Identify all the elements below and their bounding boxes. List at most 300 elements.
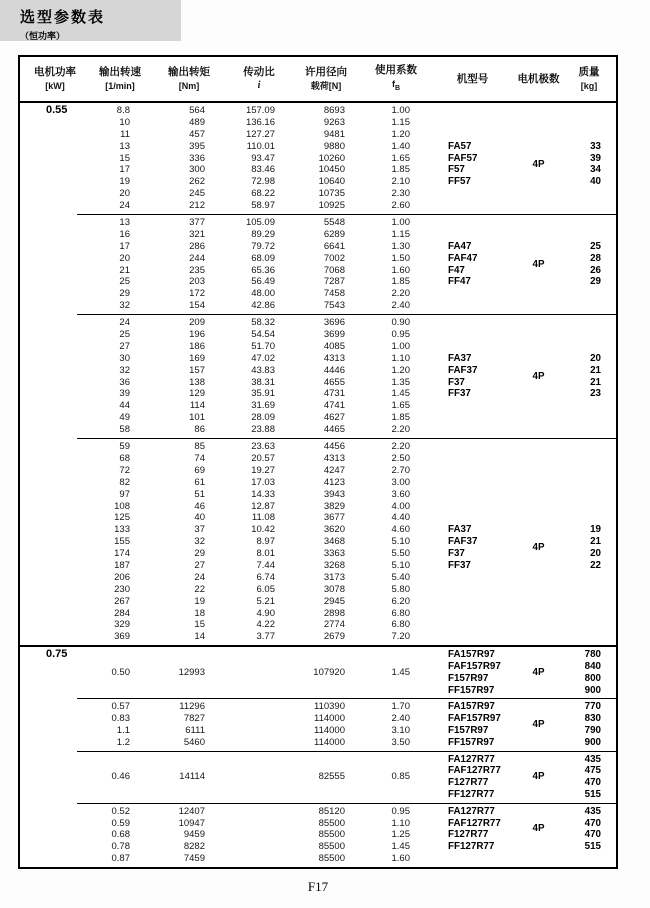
header-service-factor: [362, 57, 430, 101]
cell-ratio: 110.01: [246, 140, 275, 152]
cell-output-torque: 5460: [183, 736, 205, 748]
cell-output-torque: 564: [189, 105, 205, 116]
cell-output-torque: 212: [189, 200, 205, 212]
cell-output-torque: 14114: [179, 771, 205, 783]
cell-output-speed: 19: [119, 176, 130, 188]
cell-radial-load: 3078: [323, 583, 345, 595]
cell-service-factor: 1.85: [391, 412, 410, 424]
cell-model: F127R77: [448, 777, 489, 789]
cell-ratio: 4.90: [256, 607, 275, 619]
cell-output-speed: 0.68: [111, 829, 130, 841]
cell-service-factor: 1.25: [391, 829, 410, 841]
cell-mass: 800: [584, 672, 601, 684]
cell-mass: 435: [584, 753, 601, 765]
cell-output-torque: 27: [194, 559, 205, 571]
cell-service-factor: 1.45: [391, 841, 410, 853]
cell-model: F57: [448, 164, 465, 176]
cell-service-factor: 4.00: [391, 500, 410, 512]
cell-service-factor: 1.00: [391, 340, 410, 352]
cell-radial-load: 9481: [323, 128, 345, 140]
cell-ratio: 31.69: [251, 400, 275, 412]
cell-ratio: 3.77: [256, 631, 275, 643]
cell-output-torque: 209: [189, 317, 205, 329]
cell-output-speed: 17: [119, 164, 130, 176]
cell-output-speed: 20: [119, 252, 130, 264]
cell-ratio: 47.02: [251, 352, 275, 364]
motor-power-value: 0.75: [46, 648, 68, 661]
cell-radial-load: 2898: [323, 607, 345, 619]
cell-radial-load: 7068: [323, 264, 345, 276]
cell-service-factor: 0.90: [391, 317, 410, 329]
cell-output-torque: 186: [189, 340, 205, 352]
cell-output-speed: 155: [114, 536, 130, 548]
cell-radial-load: 2945: [323, 595, 345, 607]
cell-radial-load: 2679: [323, 631, 345, 643]
cell-model: FF127R77: [448, 841, 495, 853]
cell-output-torque: 377: [189, 217, 205, 229]
cell-mass: 470: [584, 817, 601, 829]
cell-output-speed: 0.87: [111, 852, 130, 864]
ratio-block: [20, 752, 616, 803]
cell-radial-load: 4456: [323, 441, 345, 453]
cell-model: FA37: [448, 352, 472, 364]
cell-output-speed: 133: [114, 524, 130, 536]
header-model-label: 机型号: [456, 73, 489, 85]
cell-output-speed: 187: [114, 559, 130, 571]
cell-radial-load: 7287: [323, 276, 345, 288]
header-radial-load-label: 许用径向: [305, 66, 347, 78]
page-title-block: [0, 0, 181, 41]
cell-output-speed: 13: [119, 217, 130, 229]
ratio-block: [20, 439, 616, 645]
cell-output-speed: 58: [119, 424, 130, 436]
cell-service-factor: 2.20: [391, 288, 410, 300]
cell-service-factor: 6.20: [391, 595, 410, 607]
cell-mass: 26: [590, 264, 601, 276]
cell-service-factor: 2.40: [391, 713, 410, 725]
cell-radial-load: 114000: [314, 724, 345, 736]
cell-radial-load: 4247: [323, 464, 345, 476]
cell-radial-load: 3173: [323, 571, 345, 583]
cell-mass: 40: [590, 176, 601, 188]
cell-ratio: 58.97: [251, 200, 275, 212]
cell-ratio: 12.87: [251, 500, 275, 512]
cell-mass: 470: [584, 777, 601, 789]
cell-output-speed: 16: [119, 228, 130, 240]
cell-model: FAF37: [448, 536, 478, 548]
cell-service-factor: 1.65: [391, 400, 410, 412]
cell-service-factor: 2.70: [391, 464, 410, 476]
cell-model: FF157R97: [448, 736, 495, 748]
cell-ratio: 68.09: [251, 252, 275, 264]
ratio-block: [20, 315, 616, 438]
cell-service-factor: 1.85: [391, 276, 410, 288]
cell-model: F157R97: [448, 672, 489, 684]
cell-radial-load: 7543: [323, 300, 345, 312]
cell-motor-poles: 4P: [532, 370, 545, 382]
page-title: 选型参数表: [20, 9, 106, 26]
cell-model: FA47: [448, 240, 472, 252]
header-model: [430, 57, 515, 101]
cell-output-torque: 8282: [183, 841, 205, 853]
cell-service-factor: 0.85: [391, 771, 410, 783]
selection-parameter-table: [18, 55, 618, 869]
cell-output-torque: 85: [194, 441, 205, 453]
cell-output-torque: 321: [189, 228, 205, 240]
cell-radial-load: 4731: [323, 388, 345, 400]
cell-output-speed: 230: [114, 583, 130, 595]
cell-output-torque: 14: [194, 631, 205, 643]
header-mass-label: 质量: [578, 66, 600, 78]
cell-service-factor: 1.15: [391, 116, 410, 128]
cell-output-torque: 6111: [185, 724, 205, 736]
cell-output-torque: 11296: [179, 701, 205, 713]
cell-radial-load: 4313: [323, 452, 345, 464]
cell-service-factor: 2.50: [391, 452, 410, 464]
cell-model: F157R97: [448, 724, 489, 736]
cell-motor-poles: 4P: [532, 666, 545, 678]
cell-model: FF37: [448, 388, 471, 400]
cell-service-factor: 1.40: [391, 140, 410, 152]
cell-model: F37: [448, 548, 465, 560]
cell-mass: 470: [584, 829, 601, 841]
header-output-speed-label: 输出转速: [99, 66, 141, 78]
ratio-block: [20, 804, 616, 867]
cell-output-speed: 1.1: [116, 724, 130, 736]
cell-service-factor: 5.40: [391, 571, 410, 583]
cell-service-factor: 3.00: [391, 476, 410, 488]
cell-service-factor: 3.60: [391, 488, 410, 500]
cell-radial-load: 5548: [323, 217, 345, 229]
cell-radial-load: 9880: [323, 140, 345, 152]
cell-output-speed: 32: [119, 300, 130, 312]
cell-service-factor: 6.80: [391, 607, 410, 619]
cell-radial-load: 10735: [318, 188, 345, 200]
cell-output-speed: 329: [114, 619, 130, 631]
cell-ratio: 23.88: [251, 424, 275, 436]
cell-radial-load: 85500: [318, 829, 345, 841]
cell-mass: 21: [590, 364, 601, 376]
cell-output-torque: 101: [189, 412, 205, 424]
ratio-block: [20, 215, 616, 314]
cell-mass: 790: [584, 724, 601, 736]
header-ratio-label: 传动比: [243, 66, 275, 78]
cell-output-torque: 22: [194, 583, 205, 595]
cell-radial-load: 4313: [323, 352, 345, 364]
cell-mass: 22: [590, 559, 601, 571]
cell-model: FF57: [448, 176, 471, 188]
cell-output-torque: 300: [189, 164, 205, 176]
cell-mass: 28: [590, 252, 601, 264]
cell-radial-load: 7458: [323, 288, 345, 300]
cell-model: FF47: [448, 276, 471, 288]
cell-mass: 515: [584, 841, 601, 853]
cell-service-factor: 1.60: [391, 264, 410, 276]
ratio-block: [20, 699, 616, 750]
cell-output-speed: 0.59: [111, 817, 130, 829]
cell-radial-load: 85500: [318, 852, 345, 864]
cell-output-speed: 125: [114, 512, 130, 524]
cell-mass: 475: [584, 765, 601, 777]
cell-output-speed: 369: [114, 631, 130, 643]
cell-output-speed: 82: [119, 476, 130, 488]
cell-output-speed: 59: [119, 441, 130, 453]
cell-output-torque: 40: [194, 512, 205, 524]
header-motor-power-unit: [kW]: [45, 81, 65, 91]
cell-ratio: 14.33: [251, 488, 275, 500]
cell-mass: 29: [590, 276, 601, 288]
header-output-torque-unit: [Nm]: [178, 81, 200, 91]
cell-radial-load: 3468: [323, 536, 345, 548]
cell-service-factor: 1.60: [391, 852, 410, 864]
cell-output-torque: 86: [194, 424, 205, 436]
cell-output-speed: 97: [119, 488, 130, 500]
cell-mass: 39: [590, 152, 601, 164]
cell-output-speed: 36: [119, 376, 130, 388]
cell-output-speed: 27: [119, 340, 130, 352]
cell-mass: 19: [590, 524, 601, 536]
cell-radial-load: 82555: [318, 771, 345, 783]
table-header-row: [20, 57, 616, 103]
cell-service-factor: 2.20: [391, 441, 410, 453]
cell-output-torque: 244: [189, 252, 205, 264]
cell-mass: 900: [584, 736, 601, 748]
cell-radial-load: 8693: [323, 105, 345, 116]
cell-radial-load: 6641: [323, 240, 345, 252]
cell-output-speed: 15: [119, 152, 130, 164]
header-motor-power: [20, 57, 90, 101]
cell-ratio: 127.27: [245, 128, 275, 140]
cell-service-factor: 1.30: [391, 240, 410, 252]
cell-output-speed: 11: [120, 128, 130, 140]
cell-radial-load: 10640: [318, 176, 345, 188]
cell-model: FF157R97: [448, 684, 495, 696]
cell-output-speed: 44: [119, 400, 130, 412]
motor-power-value: 0.55: [46, 104, 68, 116]
cell-model: FAF127R77: [448, 765, 501, 777]
cell-ratio: 6.05: [256, 583, 275, 595]
cell-output-torque: 129: [189, 388, 205, 400]
cell-output-speed: 174: [114, 548, 130, 560]
cell-service-factor: 1.00: [391, 105, 410, 116]
cell-radial-load: 3943: [323, 488, 345, 500]
cell-service-factor: 0.95: [391, 329, 410, 341]
cell-service-factor: 1.10: [391, 352, 410, 364]
header-service-factor-unit: $f_B$: [391, 78, 401, 92]
cell-service-factor: 4.40: [391, 512, 410, 524]
cell-model: FF127R77: [448, 788, 495, 800]
cell-mass: 435: [584, 805, 601, 817]
header-service-factor-label: 使用系数: [375, 63, 417, 76]
cell-service-factor: 2.30: [391, 188, 410, 200]
cell-model: F127R77: [448, 829, 489, 841]
cell-output-torque: 489: [189, 116, 205, 128]
cell-output-torque: 10947: [178, 817, 205, 829]
cell-output-torque: 286: [189, 240, 205, 252]
cell-radial-load: 3696: [323, 317, 345, 329]
cell-ratio: 56.49: [251, 276, 275, 288]
cell-output-speed: 267: [114, 595, 130, 607]
cell-radial-load: 3620: [323, 524, 345, 536]
cell-ratio: 43.83: [251, 364, 275, 376]
cell-ratio: 136.16: [245, 116, 275, 128]
cell-ratio: 68.22: [251, 188, 275, 200]
cell-ratio: 5.21: [256, 595, 275, 607]
cell-output-torque: 18: [194, 607, 205, 619]
cell-ratio: 35.91: [251, 388, 275, 400]
cell-radial-load: 3699: [323, 329, 345, 341]
cell-model: F37: [448, 376, 465, 388]
cell-output-torque: 7827: [183, 713, 205, 725]
cell-service-factor: 1.85: [391, 164, 410, 176]
cell-output-speed: 8.8: [116, 105, 130, 116]
cell-model: FF37: [448, 559, 471, 571]
cell-output-speed: 68: [119, 452, 130, 464]
cell-ratio: 23.63: [251, 441, 275, 453]
header-ratio-unit: i: [257, 80, 261, 91]
cell-output-speed: 21: [119, 264, 130, 276]
cell-service-factor: 3.50: [391, 736, 410, 748]
power-section-0.75: [20, 645, 616, 867]
cell-radial-load: 3363: [323, 548, 345, 560]
cell-mass: 33: [590, 140, 601, 152]
cell-output-torque: 15: [194, 619, 205, 631]
cell-mass: 20: [590, 548, 601, 560]
cell-output-speed: 0.57: [111, 701, 130, 713]
cell-motor-poles: 4P: [532, 542, 545, 554]
header-radial-load: [290, 57, 362, 101]
cell-motor-poles: 4P: [532, 771, 545, 783]
cell-model: FA157R97: [448, 649, 495, 661]
cell-mass: 840: [584, 660, 601, 672]
cell-service-factor: 4.60: [391, 524, 410, 536]
cell-model: FAF127R77: [448, 817, 501, 829]
cell-ratio: 10.42: [251, 524, 275, 536]
header-radial-load-unit: 载荷[N]: [310, 81, 342, 91]
cell-ratio: 51.70: [251, 340, 275, 352]
cell-ratio: 79.72: [251, 240, 275, 252]
cell-output-speed: 13: [119, 140, 130, 152]
cell-ratio: 8.97: [256, 536, 275, 548]
cell-service-factor: 2.20: [391, 424, 410, 436]
cell-ratio: 11.08: [251, 512, 275, 524]
cell-ratio: 6.74: [256, 571, 275, 583]
cell-mass: 770: [584, 701, 601, 713]
cell-radial-load: 85500: [318, 841, 345, 853]
cell-motor-poles: 4P: [532, 258, 545, 270]
cell-service-factor: 7.20: [391, 631, 410, 643]
cell-ratio: 83.46: [251, 164, 275, 176]
cell-radial-load: 85500: [318, 817, 345, 829]
cell-ratio: 65.36: [251, 264, 275, 276]
cell-output-torque: 169: [189, 352, 205, 364]
cell-output-speed: 20: [119, 188, 130, 200]
header-motor-poles: [515, 57, 562, 101]
cell-radial-load: 9263: [323, 116, 345, 128]
cell-output-torque: 46: [194, 500, 205, 512]
cell-service-factor: 5.80: [391, 583, 410, 595]
cell-ratio: 42.86: [251, 300, 275, 312]
cell-ratio: 8.01: [256, 548, 275, 560]
cell-radial-load: 4627: [323, 412, 345, 424]
cell-service-factor: 1.45: [391, 388, 410, 400]
cell-service-factor: 1.70: [391, 701, 410, 713]
cell-output-speed: 0.46: [111, 771, 130, 783]
cell-output-torque: 9459: [183, 829, 205, 841]
ratio-block: [20, 647, 616, 698]
cell-output-torque: 74: [194, 452, 205, 464]
cell-ratio: 89.29: [251, 228, 275, 240]
cell-radial-load: 3829: [323, 500, 345, 512]
cell-output-speed: 72: [119, 464, 130, 476]
cell-output-torque: 24: [194, 571, 205, 583]
cell-radial-load: 110390: [314, 701, 345, 713]
cell-output-speed: 32: [119, 364, 130, 376]
cell-output-speed: 17: [119, 240, 130, 252]
cell-output-speed: 108: [114, 500, 130, 512]
cell-output-speed: 1.2: [116, 736, 130, 748]
cell-ratio: 48.00: [251, 288, 275, 300]
cell-service-factor: 1.10: [391, 817, 410, 829]
cell-output-speed: 0.50: [111, 666, 130, 678]
cell-output-torque: 203: [189, 276, 205, 288]
cell-mass: 21: [590, 536, 601, 548]
cell-model: FA37: [448, 524, 472, 536]
cell-output-speed: 0.78: [111, 841, 130, 853]
header-output-speed: [90, 57, 150, 101]
cell-model: FA57: [448, 140, 472, 152]
cell-service-factor: 1.15: [391, 228, 410, 240]
cell-mass: 830: [584, 713, 601, 725]
cell-output-torque: 235: [189, 264, 205, 276]
cell-output-speed: 0.83: [111, 713, 130, 725]
cell-radial-load: 3677: [323, 512, 345, 524]
page-number: F17: [307, 879, 329, 894]
cell-output-speed: 39: [119, 388, 130, 400]
table-body: [20, 103, 616, 867]
cell-ratio: 17.03: [251, 476, 275, 488]
cell-motor-poles: 4P: [532, 158, 545, 170]
cell-model: FA157R97: [448, 701, 495, 713]
cell-ratio: 19.27: [251, 464, 275, 476]
cell-output-speed: 25: [119, 329, 130, 341]
cell-radial-load: 10925: [318, 200, 345, 212]
cell-output-speed: 49: [119, 412, 130, 424]
cell-ratio: 54.54: [251, 329, 275, 341]
header-motor-power-label: 电机功率: [34, 66, 76, 78]
cell-radial-load: 10450: [318, 164, 345, 176]
cell-radial-load: 4655: [323, 376, 345, 388]
cell-ratio: 28.09: [251, 412, 275, 424]
cell-ratio: 72.98: [251, 176, 275, 188]
cell-model: FAF47: [448, 252, 478, 264]
header-output-torque: [150, 57, 228, 101]
cell-output-torque: 12993: [178, 666, 205, 678]
cell-service-factor: 1.20: [391, 128, 410, 140]
cell-output-torque: 19: [194, 595, 205, 607]
cell-ratio: 105.09: [245, 217, 275, 229]
cell-output-speed: 284: [114, 607, 130, 619]
cell-radial-load: 3268: [323, 559, 345, 571]
header-ratio: [228, 57, 290, 101]
cell-output-torque: 32: [194, 536, 205, 548]
cell-output-speed: 24: [119, 317, 130, 329]
cell-radial-load: 7002: [323, 252, 345, 264]
cell-model: FAF37: [448, 364, 478, 376]
cell-output-torque: 69: [194, 464, 205, 476]
cell-motor-poles: 4P: [532, 719, 545, 731]
cell-radial-load: 6289: [323, 228, 345, 240]
